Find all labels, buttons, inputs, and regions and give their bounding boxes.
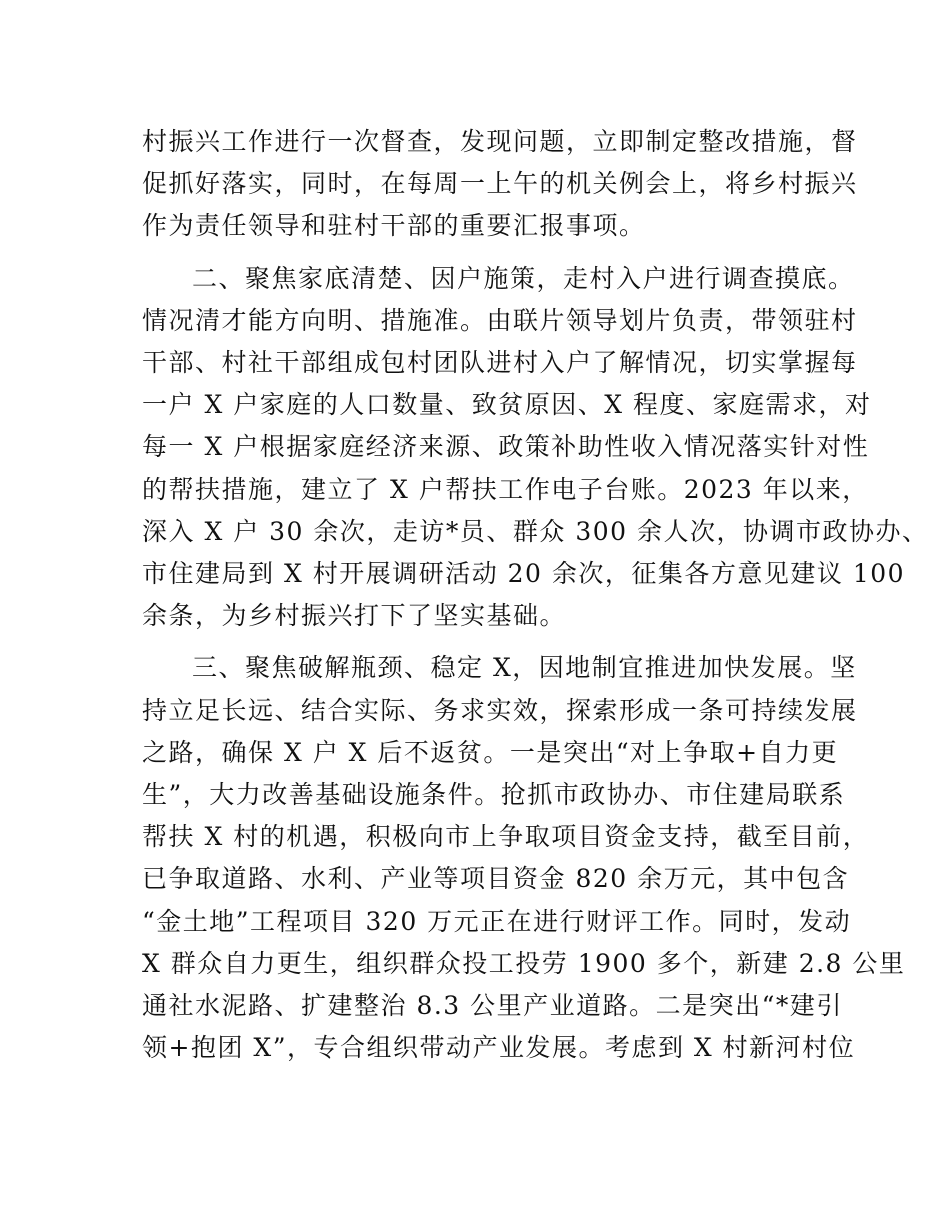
text-line: 干部、村社干部组成包村团队进村入户了解情况，切实掌握每 xyxy=(142,348,858,378)
text-line: 余条，为乡村振兴打下了坚实基础。 xyxy=(142,601,567,631)
section-heading-line: 三、聚焦破解瓶颈、稳定 X，因地制宜推进加快发展。坚 xyxy=(192,653,857,683)
text-line: 之路，确保 X 户 X 后不返贫。一是突出“对上争取+自力更 xyxy=(142,737,839,767)
text-line: 情况清才能方向明、措施准。由联片领导划片负责，带领驻村 xyxy=(142,305,858,335)
text-line: 持立足长远、结合实际、务求实效，探索形成一条可持续发展 xyxy=(142,695,858,725)
paragraph-inspection xyxy=(142,121,858,248)
paragraph-development xyxy=(142,647,906,1069)
text-line: 深入 X 户 30 余次，走访*员、群众 300 余人次，协调市政协办、 xyxy=(142,516,929,546)
text-line: “金土地”工程项目 320 万元正在进行财评工作。同时，发动 xyxy=(142,906,852,936)
text-line: 每一 X 户根据家庭经济来源、政策补助性收入情况落实针对性 xyxy=(142,432,870,462)
body-text xyxy=(142,121,929,1069)
text-line: 生”，大力改善基础设施条件。抢抓市政协办、市住建局联系 xyxy=(142,780,846,810)
text-line: 帮扶 X 村的机遇，积极向市上争取项目资金支持，截至目前， xyxy=(142,822,870,852)
section-heading-line: 二、聚焦家底清楚、因户施策，走村入户进行调查摸底。 xyxy=(192,263,855,293)
text-line: X 群众自力更生，组织群众投工投劳 1900 多个，新建 2.8 公里 xyxy=(142,948,906,978)
text-line: 通社水泥路、扩建整治 8.3 公里产业道路。二是突出“*建引 xyxy=(142,991,843,1021)
text-line: 领+抱团 X”，专合组织带动产业发展。考虑到 X 村新河村位 xyxy=(142,1033,856,1063)
text-line: 市住建局到 X 村开展调研活动 20 余次，征集各方意见建议 100 xyxy=(142,559,906,589)
paragraph-household-survey xyxy=(142,258,929,638)
text-line: 的帮扶措施，建立了 X 户帮扶工作电子台账。2023 年以来， xyxy=(142,474,869,504)
text-line: 已争取道路、水利、产业等项目资金 820 余万元，其中包含 xyxy=(142,864,850,894)
text-line: 促抓好落实，同时，在每周一上午的机关例会上，将乡村振兴 xyxy=(142,169,858,199)
text-line: 作为责任领导和驻村干部的重要汇报事项。 xyxy=(142,211,646,241)
text-line: 村振兴工作进行一次督查，发现问题，立即制定整改措施，督 xyxy=(142,127,858,156)
text-line: 一户 X 户家庭的人口数量、致贫原因、X 程度、家庭需求，对 xyxy=(142,390,872,420)
